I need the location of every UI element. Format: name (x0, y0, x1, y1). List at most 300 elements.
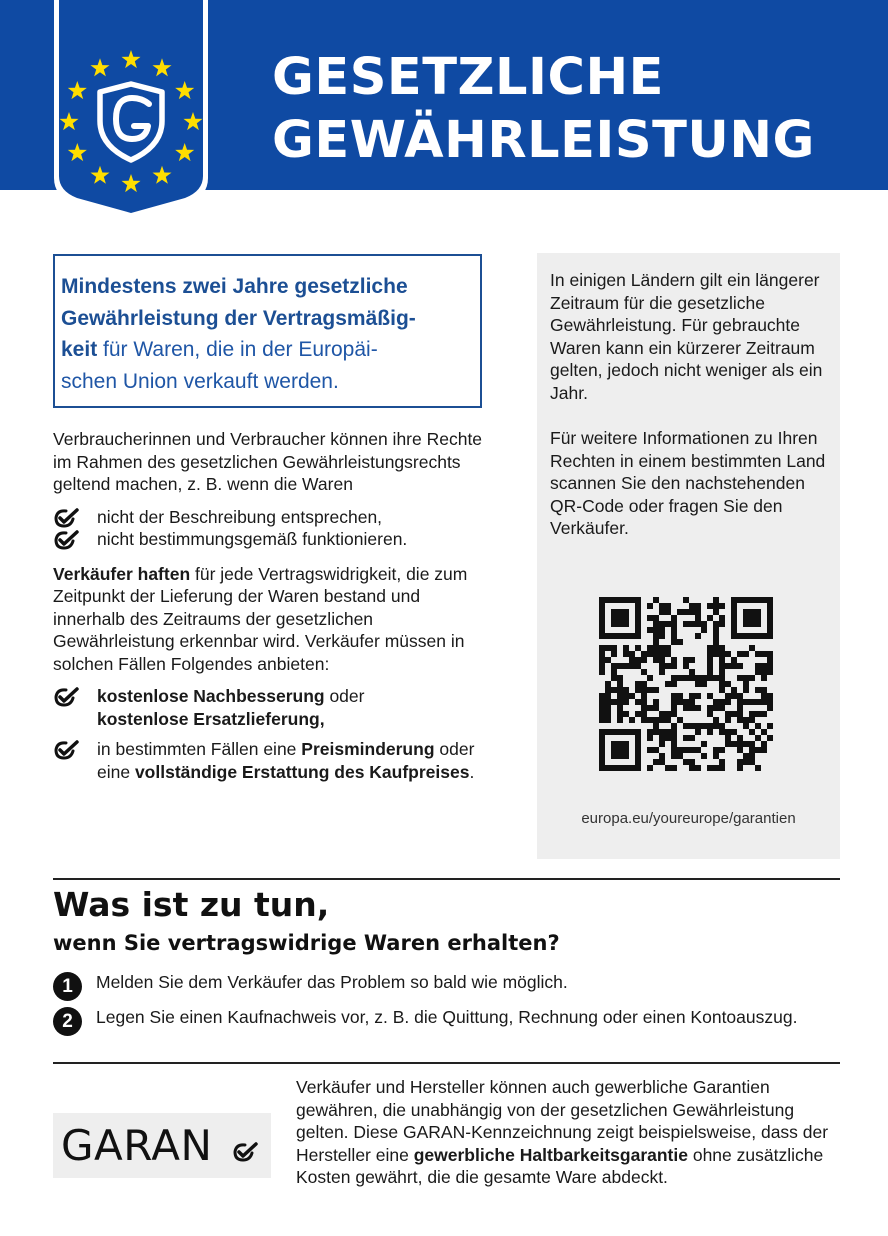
qr-module (629, 693, 635, 699)
seller-liability-lead: Verkäufer haften (53, 563, 191, 584)
qr-module (767, 723, 773, 729)
remedy-or: oder (324, 686, 365, 706)
qr-module (695, 609, 701, 615)
seller-liability-text: für jede Vertragswidrigkeit, die zum Zeitpunkt der Lieferung der Waren bestand und innerhalb des Zeitraums der gesetzlichen Gewährleistung erkennbar wird. Verkäufer müssen in solchen Fällen Folgendes anbieten: (53, 563, 468, 674)
qr-module (623, 645, 629, 651)
qr-module (743, 615, 749, 621)
qr-module (671, 633, 677, 639)
qr-module (725, 681, 731, 687)
qr-module (623, 609, 629, 615)
qr-module (683, 699, 689, 705)
qr-module (713, 765, 719, 771)
qr-module (671, 663, 677, 669)
qr-module (599, 759, 605, 765)
qr-module (653, 597, 659, 603)
qr-module (713, 627, 719, 633)
qr-module (737, 693, 743, 699)
qr-module (671, 657, 677, 663)
qr-module (755, 651, 761, 657)
qr-module (731, 621, 737, 627)
qr-module (599, 615, 605, 621)
qr-module (635, 681, 641, 687)
qr-module (761, 633, 767, 639)
info-link[interactable]: europa.eu/youreurope/garantien (581, 810, 796, 827)
qr-module (599, 645, 605, 651)
qr-module (755, 669, 761, 675)
qr-module (671, 615, 677, 621)
qr-module (701, 741, 707, 747)
qr-module (623, 615, 629, 621)
qr-module (635, 699, 641, 705)
qr-module (689, 621, 695, 627)
qr-module (659, 729, 665, 735)
qr-module (749, 753, 755, 759)
qr-module (659, 669, 665, 675)
qr-module (743, 609, 749, 615)
qr-module (737, 663, 743, 669)
qr-module (617, 609, 623, 615)
qr-module (623, 741, 629, 747)
qr-module (611, 609, 617, 615)
qr-module (707, 711, 713, 717)
qr-module (617, 717, 623, 723)
intro-bold-1: Mindestens zwei Jahre gesetzliche (61, 275, 408, 298)
intro-text-2: schen Union verkauft werden. (61, 369, 339, 393)
qr-module (653, 621, 659, 627)
qr-module (689, 603, 695, 609)
qr-module (671, 699, 677, 705)
qr-module (629, 729, 635, 735)
qr-module (767, 699, 773, 705)
qr-module (611, 747, 617, 753)
qr-module (737, 705, 743, 711)
header-banner (0, 0, 888, 190)
qr-module (683, 735, 689, 741)
qr-module (659, 663, 665, 669)
qr-module (731, 711, 737, 717)
qr-module (635, 735, 641, 741)
qr-module (623, 651, 629, 657)
qr-module (653, 699, 659, 705)
qr-module (659, 621, 665, 627)
qr-module (689, 705, 695, 711)
qr-module (749, 597, 755, 603)
qr-module (767, 621, 773, 627)
qr-module (725, 729, 731, 735)
qr-module (731, 609, 737, 615)
qr-module (743, 681, 749, 687)
qr-module (653, 723, 659, 729)
qr-module (635, 711, 641, 717)
qr-module (701, 753, 707, 759)
qr-module (695, 705, 701, 711)
qr-module (689, 675, 695, 681)
qr-module (719, 651, 725, 657)
qr-module (659, 633, 665, 639)
qr-module (707, 651, 713, 657)
qr-module (731, 687, 737, 693)
qr-module (737, 675, 743, 681)
qr-module (689, 735, 695, 741)
qr-module (671, 723, 677, 729)
qr-module (761, 711, 767, 717)
qr-module (719, 663, 725, 669)
qr-module (767, 705, 773, 711)
qr-module (713, 597, 719, 603)
qr-module (617, 711, 623, 717)
qr-module (671, 741, 677, 747)
qr-module (749, 699, 755, 705)
qr-module (635, 759, 641, 765)
qr-module (665, 645, 671, 651)
qr-module (719, 603, 725, 609)
qr-module (749, 741, 755, 747)
qr-module (647, 687, 653, 693)
qr-module (713, 639, 719, 645)
qr-module (713, 621, 719, 627)
eu-stars-shield-g-icon (50, 0, 212, 222)
qr-module (719, 723, 725, 729)
qr-module (659, 735, 665, 741)
qr-module (647, 627, 653, 633)
qr-module (671, 639, 677, 645)
qr-module (617, 693, 623, 699)
qr-module (605, 597, 611, 603)
qr-module (737, 741, 743, 747)
qr-module (767, 669, 773, 675)
qr-module (623, 687, 629, 693)
qr-module (599, 651, 605, 657)
qr-module (641, 651, 647, 657)
remedy-price-reduction: Preisminderung (301, 739, 435, 759)
qr-module (605, 645, 611, 651)
sidebar-paragraph-1: In einigen Ländern gilt ein längerer Zeitraum für die gesetzliche Gewährleistung. Für gebrauchte Waren kann ein kürzerer Zeitraum gelten, jedoch nicht weniger als ein Jahr. (550, 270, 823, 403)
qr-module (635, 609, 641, 615)
qr-module (641, 681, 647, 687)
qr-module (725, 651, 731, 657)
qr-module (719, 645, 725, 651)
qr-module (611, 687, 617, 693)
qr-module (689, 657, 695, 663)
qr-module (623, 597, 629, 603)
qr-module (743, 699, 749, 705)
qr-module (671, 621, 677, 627)
list-item (53, 685, 483, 730)
qr-module (737, 597, 743, 603)
qr-module (689, 759, 695, 765)
qr-module (599, 693, 605, 699)
qr-module (683, 609, 689, 615)
qr-module (713, 723, 719, 729)
qr-module (761, 729, 767, 735)
qr-module (611, 633, 617, 639)
qr-module (719, 669, 725, 675)
qr-module (761, 741, 767, 747)
qr-module (749, 717, 755, 723)
qr-module (629, 717, 635, 723)
qr-module (659, 657, 665, 663)
qr-module (695, 729, 701, 735)
qr-module (617, 663, 623, 669)
qr-module (605, 765, 611, 771)
qr-module (749, 615, 755, 621)
qr-module (701, 675, 707, 681)
qr-module (659, 603, 665, 609)
qr-module (761, 651, 767, 657)
qr-module (701, 621, 707, 627)
qr-module (725, 699, 731, 705)
steps-list (53, 971, 840, 1040)
qr-module (647, 705, 653, 711)
remedy-repair: kostenlose Nachbesserung (97, 686, 325, 706)
qr-module (653, 717, 659, 723)
qr-code-icon[interactable] (599, 597, 773, 771)
qr-module (671, 675, 677, 681)
qr-module (761, 675, 767, 681)
qr-module (659, 717, 665, 723)
qr-module (737, 759, 743, 765)
qr-module (755, 687, 761, 693)
qr-module (659, 711, 665, 717)
qr-module (671, 681, 677, 687)
qr-module (653, 747, 659, 753)
qr-module (707, 615, 713, 621)
qr-module (689, 723, 695, 729)
qr-module (659, 759, 665, 765)
defect-list (53, 506, 483, 551)
qr-module (767, 627, 773, 633)
qr-module (617, 705, 623, 711)
qr-module (611, 741, 617, 747)
qr-module (599, 735, 605, 741)
qr-module (731, 597, 737, 603)
qr-module (605, 693, 611, 699)
qr-module (605, 729, 611, 735)
qr-module (707, 657, 713, 663)
qr-module (635, 753, 641, 759)
qr-module (707, 765, 713, 771)
qr-module (731, 729, 737, 735)
qr-module (647, 603, 653, 609)
qr-module (707, 705, 713, 711)
qr-module (599, 597, 605, 603)
qr-module (683, 759, 689, 765)
qr-module (689, 669, 695, 675)
step-text: Melden Sie dem Verkäufer das Problem so bald wie möglich. (96, 972, 568, 992)
qr-module (641, 717, 647, 723)
step-item (53, 1006, 840, 1032)
qr-module (611, 645, 617, 651)
qr-module (743, 741, 749, 747)
qr-module (623, 621, 629, 627)
qr-module (665, 651, 671, 657)
qr-module (689, 693, 695, 699)
qr-module (635, 621, 641, 627)
qr-module (647, 765, 653, 771)
check-icon (232, 1142, 258, 1162)
qr-module (755, 663, 761, 669)
qr-module (701, 681, 707, 687)
section-subtitle: wenn Sie vertragswidrige Waren erhalten? (53, 931, 560, 955)
qr-module (731, 657, 737, 663)
qr-module (713, 699, 719, 705)
qr-module (749, 645, 755, 651)
qr-module (677, 753, 683, 759)
qr-module (761, 693, 767, 699)
qr-module (623, 663, 629, 669)
qr-module (671, 693, 677, 699)
qr-module (659, 645, 665, 651)
qr-module (641, 705, 647, 711)
qr-module (743, 621, 749, 627)
section-title: Was ist zu tun, (53, 885, 330, 924)
qr-module (599, 717, 605, 723)
qr-module (707, 603, 713, 609)
qr-module (665, 681, 671, 687)
remedy-text-2: oder eine (97, 739, 475, 782)
qr-module (749, 747, 755, 753)
consumer-rights-intro: Verbraucherinnen und Verbraucher können ihre Rechte im Rahmen des gesetzlichen Gewährleistungsrechts geltend machen, z. B. wenn die Waren (53, 429, 483, 494)
qr-module (647, 735, 653, 741)
qr-module (611, 651, 617, 657)
qr-module (599, 711, 605, 717)
qr-module (653, 633, 659, 639)
qr-module (689, 609, 695, 615)
check-icon (53, 740, 79, 760)
qr-module (623, 711, 629, 717)
qr-module (605, 687, 611, 693)
list-item (53, 506, 483, 529)
qr-module (683, 675, 689, 681)
remedy-list (53, 685, 483, 783)
check-icon (53, 508, 79, 528)
qr-module (617, 675, 623, 681)
qr-module (641, 699, 647, 705)
qr-module (659, 651, 665, 657)
section-divider (53, 1062, 840, 1064)
qr-module (605, 705, 611, 711)
qr-module (611, 615, 617, 621)
qr-module (707, 645, 713, 651)
qr-module (665, 663, 671, 669)
qr-module (665, 621, 671, 627)
qr-module (725, 663, 731, 669)
qr-module (623, 633, 629, 639)
qr-module (737, 765, 743, 771)
intro-bold-2: Gewährleistung der Vertragsmäßig- (61, 306, 416, 330)
qr-module (599, 663, 605, 669)
qr-module (653, 639, 659, 645)
qr-module (755, 747, 761, 753)
qr-module (731, 615, 737, 621)
qr-module (677, 747, 683, 753)
qr-module (605, 699, 611, 705)
qr-module (635, 603, 641, 609)
qr-module (677, 609, 683, 615)
qr-module (635, 645, 641, 651)
qr-module (755, 735, 761, 741)
remedy-text-1: in bestimmten Fällen eine (97, 739, 302, 759)
qr-module (725, 735, 731, 741)
qr-module (689, 747, 695, 753)
qr-module (767, 693, 773, 699)
qr-module (719, 675, 725, 681)
title-line-1: GESETZLICHE (272, 48, 664, 107)
qr-module (695, 747, 701, 753)
section-divider (53, 878, 840, 880)
qr-module (767, 651, 773, 657)
qr-module (695, 693, 701, 699)
qr-module (623, 693, 629, 699)
qr-module (755, 699, 761, 705)
qr-module (611, 699, 617, 705)
qr-module (737, 633, 743, 639)
qr-module (635, 729, 641, 735)
qr-module (743, 597, 749, 603)
qr-module (761, 747, 767, 753)
qr-module (761, 699, 767, 705)
qr-module (755, 621, 761, 627)
qr-module (737, 711, 743, 717)
qr-module (617, 597, 623, 603)
step-item (53, 971, 840, 997)
qr-module (755, 609, 761, 615)
qr-module (719, 759, 725, 765)
qr-module (695, 765, 701, 771)
qr-module (719, 681, 725, 687)
qr-module (737, 717, 743, 723)
garan-text-2: ohne zusätzliche Kosten gewährt, die die gesamte Ware abdeckt. (296, 1144, 824, 1187)
qr-module (659, 753, 665, 759)
qr-module (719, 615, 725, 621)
qr-module (635, 687, 641, 693)
qr-module (707, 723, 713, 729)
qr-module (677, 717, 683, 723)
qr-module (695, 603, 701, 609)
qr-module (731, 693, 737, 699)
qr-module (665, 711, 671, 717)
qr-module (617, 747, 623, 753)
qr-module (713, 747, 719, 753)
qr-module (713, 753, 719, 759)
qr-module (719, 699, 725, 705)
qr-module (605, 681, 611, 687)
qr-module (653, 651, 659, 657)
consumer-rights-column (53, 428, 483, 795)
garan-durability-guarantee: gewerbliche Haltbarkeitsgarantie (413, 1144, 688, 1165)
qr-module (653, 705, 659, 711)
qr-module (695, 681, 701, 687)
qr-module (647, 645, 653, 651)
qr-module (599, 603, 605, 609)
qr-module (653, 615, 659, 621)
qr-module (761, 669, 767, 675)
qr-module (617, 699, 623, 705)
qr-module (635, 765, 641, 771)
qr-module (599, 627, 605, 633)
qr-module (659, 627, 665, 633)
qr-module (617, 633, 623, 639)
qr-module (743, 723, 749, 729)
qr-module (623, 753, 629, 759)
qr-module (731, 603, 737, 609)
qr-module (629, 597, 635, 603)
qr-module (695, 633, 701, 639)
qr-module (623, 765, 629, 771)
qr-module (641, 687, 647, 693)
qr-module (653, 627, 659, 633)
qr-module (671, 705, 677, 711)
